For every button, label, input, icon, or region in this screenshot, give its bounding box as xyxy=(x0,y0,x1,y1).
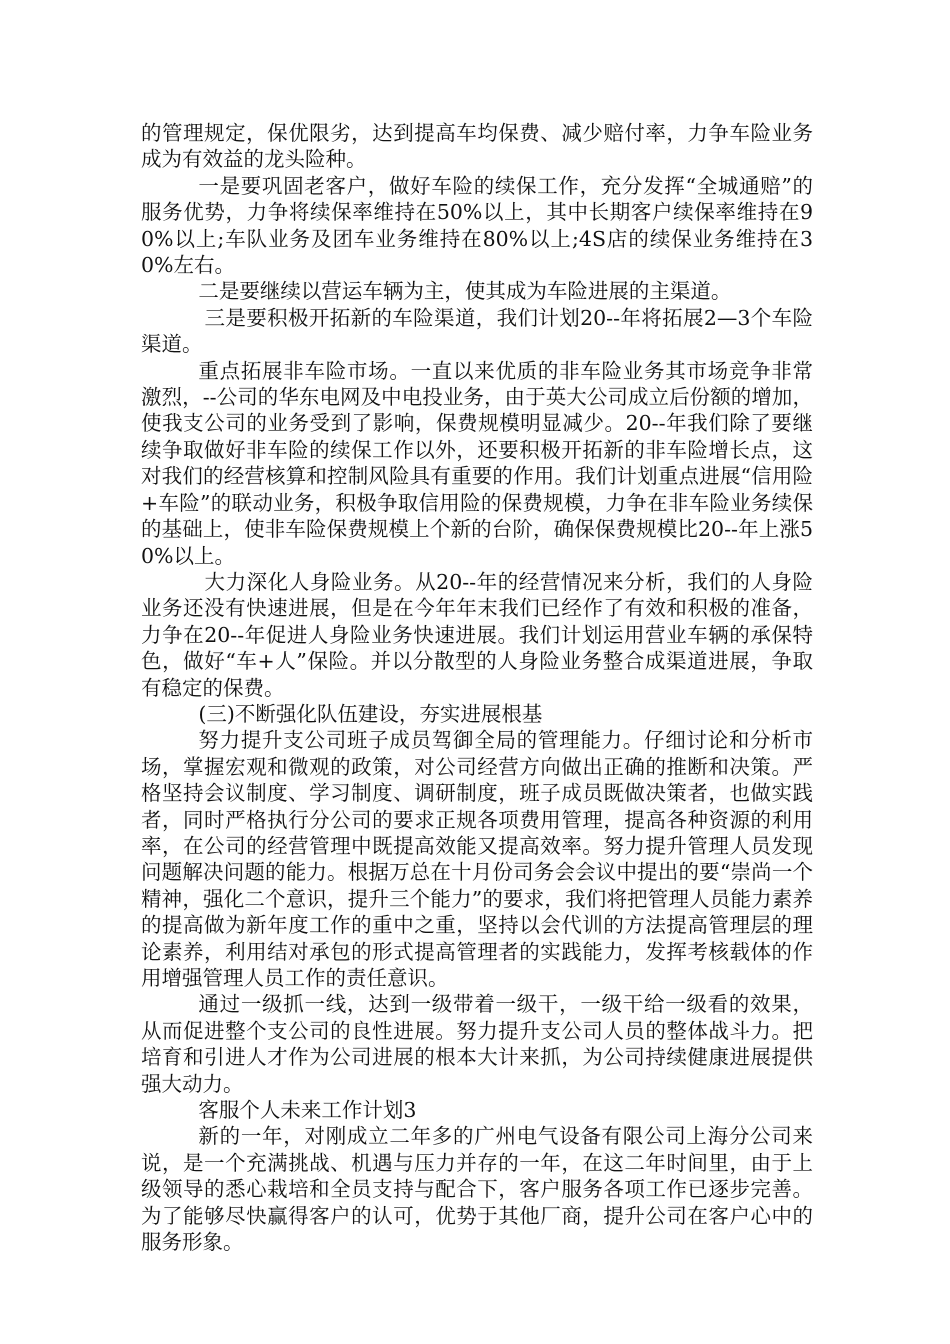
paragraph-non-auto-insurance: 重点拓展非车险市场。一直以来优质的非车险业务其市场竞争非常激烈，--公司的华东电网及中电投业务，由于英大公司成立后份额的增加，使我支公司的业务受到了影响，保费规模明显减少。20--年我们除了要继续争取做好非车险的续保工作以外，还要积极开拓新的非车险增长点，这对我们的经营核算和控制风险具有重要的作用。我们计划重点进展“信用险+车险”的联动业务，积极争取信用险的保费规模，力争在非车险业务续保的基础上，使非车险保费规模上个新的台阶，确保保费规模比20--年上涨50%以上。 xyxy=(141,358,813,568)
paragraph-new-year: 新的一年，对刚成立二年多的广州电气设备有限公司上海分公司来说，是一个充满挑战、机遇与压力并存的一年，在这二年时间里，由于上级领导的悉心栽培和全员支持与配合下，客户服务各项工作已逐步完善。为了能够尽快赢得客户的认可，优势于其他厂商，提升公司在客户心中的服务形象。 xyxy=(141,1124,813,1255)
paragraph-management-ability: 努力提升支公司班子成员驾御全局的管理能力。仔细讨论和分析市场，掌握宏观和微观的政策，对公司经营方向做出正确的推断和决策。严格坚持会议制度、学习制度、调研制度，班子成员既做决策者，也做实践者，同时严格执行分公司的要求正规各项费用管理，提高各种资源的利用率，在公司的经营管理中既提高效能又提高效率。努力提升管理人员发现问题解决问题的能力。根据万总在十月份司务会会议中提出的要“崇尚一个精神，强化二个意识，提升三个能力”的要求，我们将把管理人员能力素养的提高做为新年度工作的重中之重，坚持以会代训的方法提高管理层的理论素养，利用结对承包的形式提高管理者的实践能力，发挥考核载体的作用增强管理人员工作的责任意识。 xyxy=(141,728,813,990)
paragraph-operating-vehicles: 二是要继续以营运车辆为主，使其成为车险进展的主渠道。 xyxy=(198,279,732,304)
section-heading-team-building: (三)不断强化队伍建设，夯实进展根基 xyxy=(198,701,543,726)
paragraph-continuation: 的管理规定，保优限劣，达到提高车均保费、减少赔付率，力争车险业务成为有效益的龙头险种。 xyxy=(141,121,813,172)
section-heading-plan-3: 客服个人未来工作计划3 xyxy=(198,1098,417,1123)
paragraph-life-insurance: 大力深化人身险业务。从20--年的经营情况来分析，我们的人身险业务还没有快速进展，但是在今年年末我们已经作了有效和积极的准备，力争在20--年促进人身险业务快速进展。我们计划运用营业车辆的承保特色，做好“车+人”保险。并以分散型的人身险业务整合成渠道进展，争取有稳定的保费。 xyxy=(141,569,813,700)
document-body xyxy=(141,120,813,1255)
paragraph-team-strength: 通过一级抓一线，达到一级带着一级干，一级干给一级看的效果，从而促进整个支公司的良性进展。努力提升支公司人员的整体战斗力。把培育和引进人才作为公司进展的根本大计来抓，为公司持续健康进展提供强大动力。 xyxy=(141,992,813,1096)
paragraph-new-channels: 三是要积极开拓新的车险渠道，我们计划20--年将拓展2—3个车险渠道。 xyxy=(141,305,813,357)
paragraph-old-customers: 一是要巩固老客户，做好车险的续保工作，充分发挥“全城通赔”的服务优势，力争将续保率维持在50%以上，其中长期客户续保率维持在90%以上;车队业务及团车业务维持在80%以上;4S店的续保业务维持在30%左右。 xyxy=(141,173,813,278)
